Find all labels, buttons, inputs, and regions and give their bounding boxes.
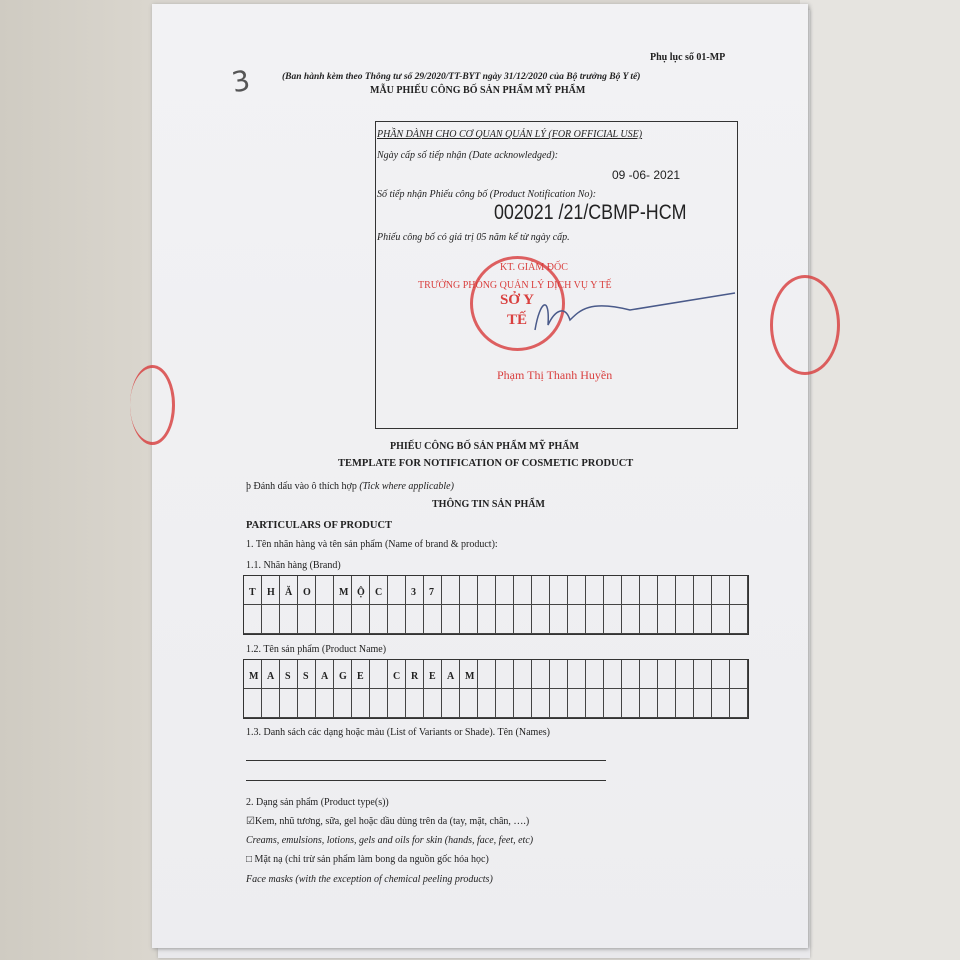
variant-line-2 [246,780,606,781]
tick-note [246,481,454,492]
option-creams [246,816,529,827]
table-surface [0,0,150,960]
section-title-vi: THÔNG TIN SẢN PHẨM [432,499,545,510]
grid-cell [514,689,532,718]
grid-cell [658,689,676,718]
grid-cell: S [280,660,298,689]
grid-cell [298,689,316,718]
grid-cell [334,605,352,634]
grid-cell: S [298,660,316,689]
checkbox-checked[interactable]: ☑ [246,816,255,827]
number-label: Số tiếp nhận Phiếu công bố (Product Notification No): [377,189,597,200]
grid-cell [712,660,730,689]
grid-cell [730,689,748,718]
notification-number: 002021 /21/CBMP-HCM [494,201,687,224]
partial-stamp-right [770,275,840,375]
grid-cell [298,605,316,634]
form-title-en: TEMPLATE FOR NOTIFICATION OF COSMETIC PRODUCT [338,458,634,469]
grid-cell [424,605,442,634]
brand-grid [243,575,749,635]
grid-cell: H [262,576,280,605]
grid-cell: Ă [280,576,298,605]
grid-cell [514,660,532,689]
grid-cell [550,689,568,718]
grid-cell [712,689,730,718]
grid-cell [316,689,334,718]
grid-cell [514,576,532,605]
grid-cell [406,689,424,718]
grid-cell [676,576,694,605]
grid-cell [604,576,622,605]
grid-cell [622,605,640,634]
grid-cell [730,660,748,689]
grid-cell [568,605,586,634]
checkbox-unchecked[interactable]: □ [246,854,253,865]
grid-cell [388,605,406,634]
grid-cell: C [388,660,406,689]
form-title: MẪU PHIẾU CÔNG BỐ SẢN PHẨM MỸ PHẨM [370,85,586,96]
grid-cell [478,660,496,689]
form-title-vi: PHIẾU CÔNG BỐ SẢN PHẨM MỸ PHẨM [390,441,579,452]
grid-cell [406,605,424,634]
grid-cell [316,576,334,605]
grid-cell [730,576,748,605]
grid-cell [604,689,622,718]
grid-cell [676,689,694,718]
grid-cell [370,605,388,634]
grid-cell [550,660,568,689]
issued-with: (Ban hành kèm theo Thông tư số 29/2020/TT-BYT ngày 31/12/2020 của Bộ trưởng Bộ Y tế) [282,72,641,82]
grid-cell [712,576,730,605]
grid-cell [532,576,550,605]
option-creams-vi: Kem, nhũ tương, sữa, gel hoặc dầu dùng trên da (tay, mặt, chân, ….) [254,816,530,827]
option-masks-en: Face masks (with the exception of chemical peeling products) [246,874,493,885]
grid-cell [568,660,586,689]
grid-cell: M [460,660,478,689]
option-creams-en: Creams, emulsions, lotions, gels and oils for skin (hands, face, feet, etc) [246,835,534,846]
grid-cell [694,689,712,718]
grid-cell: A [442,660,460,689]
grid-cell [424,689,442,718]
question-1-2: 1.2. Tên sản phẩm (Product Name) [246,644,387,655]
grid-cell [640,689,658,718]
grid-cell [460,689,478,718]
grid-cell [694,605,712,634]
date-label: Ngày cấp số tiếp nhận (Date acknowledged): [377,150,559,161]
product-name-grid [243,659,749,719]
grid-cell [694,576,712,605]
grid-cell [532,689,550,718]
grid-cell: G [334,660,352,689]
grid-cell [352,689,370,718]
grid-cell: 3 [406,576,424,605]
grid-cell: T [244,576,262,605]
grid-cell [280,605,298,634]
grid-cell [550,605,568,634]
grid-cell [496,689,514,718]
grid-cell [244,605,262,634]
grid-cell [694,660,712,689]
tick-note-vi: þ Đánh dấu vào ô thích hợp [246,481,357,492]
grid-cell [568,576,586,605]
grid-cell [640,576,658,605]
grid-cell [370,660,388,689]
validity-note: Phiếu công bố có giá trị 05 năm kể từ ngày cấp. [377,232,570,243]
background-right [800,0,960,960]
grid-cell [622,689,640,718]
grid-cell: 7 [424,576,442,605]
grid-cell: E [424,660,442,689]
grid-cell [478,576,496,605]
grid-cell [640,605,658,634]
grid-cell [712,605,730,634]
grid-cell [262,689,280,718]
grid-cell [586,576,604,605]
grid-cell [514,605,532,634]
grid-cell [496,660,514,689]
grid-cell [604,605,622,634]
grid-cell [442,605,460,634]
signer-name: Phạm Thị Thanh Huyền [497,368,613,382]
signer-title-2: TRƯỞNG PHÒNG QUẢN LÝ DỊCH VỤ Y TẾ [418,280,612,291]
grid-cell: R [406,660,424,689]
grid-cell: C [370,576,388,605]
grid-cell [676,660,694,689]
grid-cell [658,576,676,605]
appendix-label: Phụ lục số 01-MP [650,52,726,63]
stamp-text: SỞ Y TẾ [499,292,535,328]
grid-cell [280,689,298,718]
grid-cell [316,605,334,634]
signature [520,290,740,350]
grid-cell [676,605,694,634]
grid-cell [604,660,622,689]
question-2: 2. Dạng sản phẩm (Product type(s)) [246,797,389,808]
grid-cell [586,605,604,634]
grid-cell [586,660,604,689]
grid-cell [622,576,640,605]
handwritten-number: 3 [229,63,253,100]
grid-cell [460,605,478,634]
option-masks [246,854,489,865]
question-1-3: 1.3. Danh sách các dạng hoặc màu (List of Variants or Shade). Tên (Names) [246,727,550,738]
grid-cell [532,605,550,634]
option-masks-vi: Mặt nạ (chỉ trừ sản phẩm làm bong da nguồn gốc hóa học) [254,854,489,865]
section-title-en: PARTICULARS OF PRODUCT [246,520,393,531]
grid-cell [586,689,604,718]
grid-cell [568,689,586,718]
grid-cell [658,660,676,689]
grid-cell [334,689,352,718]
grid-cell: O [298,576,316,605]
date-value: 09 -06- 2021 [612,168,681,182]
grid-cell [658,605,676,634]
question-1: 1. Tên nhãn hàng và tên sản phẩm (Name of brand & product): [246,539,498,550]
tick-note-en: (Tick where applicable) [359,481,454,492]
partial-stamp-left [130,365,175,445]
grid-cell [388,576,406,605]
signer-title-1: KT. GIÁM ĐỐC [500,262,568,273]
grid-cell: Ộ [352,576,370,605]
grid-cell [442,689,460,718]
grid-cell [352,605,370,634]
grid-cell [478,689,496,718]
grid-cell [388,689,406,718]
grid-cell [622,660,640,689]
grid-cell [460,576,478,605]
grid-cell [532,660,550,689]
official-heading: PHẦN DÀNH CHO CƠ QUAN QUẢN LÝ (FOR OFFICIAL USE) [377,129,643,140]
grid-cell: M [334,576,352,605]
grid-cell [550,576,568,605]
grid-cell [442,576,460,605]
grid-cell [640,660,658,689]
grid-cell [244,689,262,718]
variant-line-1 [246,760,606,761]
grid-cell: M [244,660,262,689]
grid-cell [370,689,388,718]
question-1-1: 1.1. Nhãn hàng (Brand) [246,560,341,571]
grid-cell [496,576,514,605]
grid-cell [496,605,514,634]
grid-cell: E [352,660,370,689]
grid-cell: A [316,660,334,689]
grid-cell [262,605,280,634]
grid-cell: A [262,660,280,689]
grid-cell [730,605,748,634]
grid-cell [478,605,496,634]
